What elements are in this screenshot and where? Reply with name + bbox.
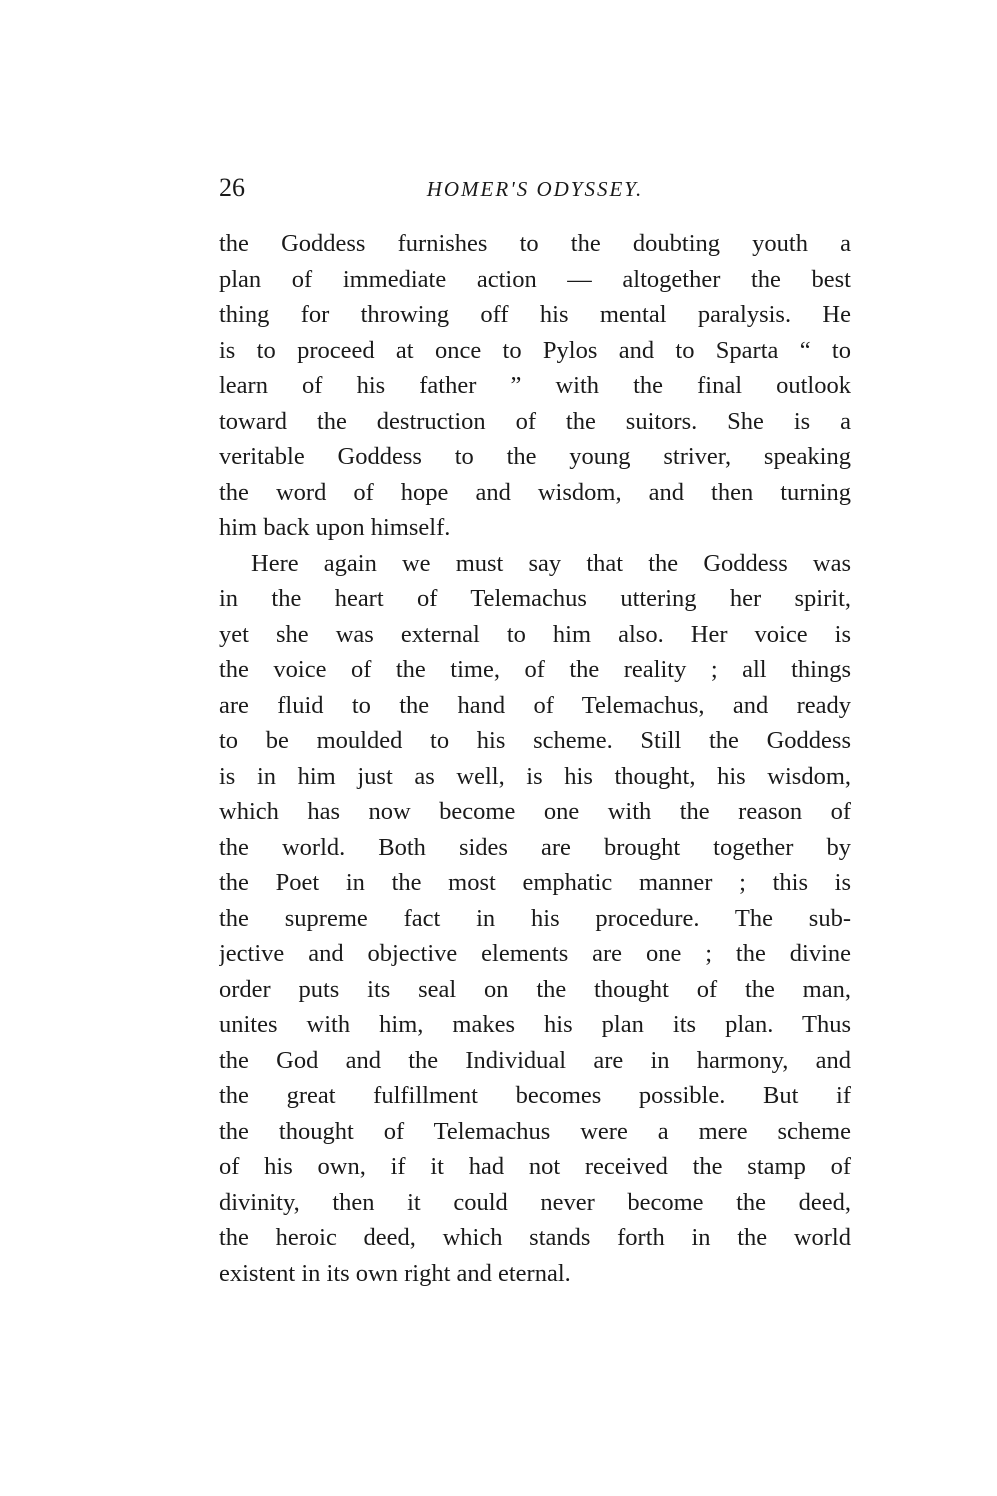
text-line: divinity, then it could never become the deed, (219, 1188, 851, 1216)
body-text (219, 226, 851, 1291)
text-line: the God and the Individual are in harmony, and (219, 1046, 851, 1074)
text-line: order puts its seal on the thought of the man, (219, 975, 851, 1003)
text-line: the world. Both sides are brought together by (219, 833, 851, 861)
text-line: jective and objective elements are one ; the divine (219, 940, 851, 967)
running-title: HOMER'S ODYSSEY. (426, 177, 644, 201)
text-line: veritable Goddess to the young striver, speaking (219, 443, 851, 470)
text-line: is in him just as well, is his thought, his wisdom, (219, 762, 851, 790)
text-line: the great fulfillment becomes possible. But if (219, 1082, 851, 1109)
text-line: Here again we must say that the Goddess was (251, 549, 851, 577)
text-line: learn of his father ” with the final outlook (219, 372, 851, 399)
text-line: the voice of the time, of the reality ; all things (219, 656, 851, 683)
text-line: the Goddess furnishes to the doubting youth a (219, 230, 851, 257)
text-line: which has now become one with the reason of (219, 798, 851, 825)
text-line: plan of immediate action — altogether the best (219, 265, 851, 293)
text-line: the Poet in the most emphatic manner ; this is (219, 869, 851, 896)
text-line: yet she was external to him also. Her voice is (219, 620, 851, 648)
page-number: 26 (219, 173, 245, 202)
text-line: the word of hope and wisdom, and then turning (219, 478, 851, 506)
text-line: the supreme fact in his procedure. The sub- (219, 904, 851, 932)
text-line: him back upon himself. (219, 514, 451, 541)
text-line: unites with him, makes his plan its plan. Thus (219, 1011, 851, 1038)
text-line: of his own, if it had not received the stamp of (219, 1153, 851, 1180)
text-line: thing for throwing off his mental paralysis. He (219, 301, 851, 328)
text-line: are fluid to the hand of Telemachus, and ready (219, 691, 851, 719)
text-line: is to proceed at once to Pylos and to Sparta “ to (219, 336, 851, 364)
text-line: the thought of Telemachus were a mere scheme (219, 1117, 851, 1145)
text-line: to be moulded to his scheme. Still the Goddess (219, 727, 851, 754)
text-line: in the heart of Telemachus uttering her spirit, (219, 585, 851, 612)
text-line: toward the destruction of the suitors. She is a (219, 407, 851, 435)
paragraph-1 (219, 226, 851, 546)
text-line: the heroic deed, which stands forth in the world (219, 1224, 851, 1251)
running-head (219, 172, 851, 208)
text-line: existent in its own right and eternal. (219, 1259, 571, 1287)
paragraph-2 (219, 546, 851, 1292)
